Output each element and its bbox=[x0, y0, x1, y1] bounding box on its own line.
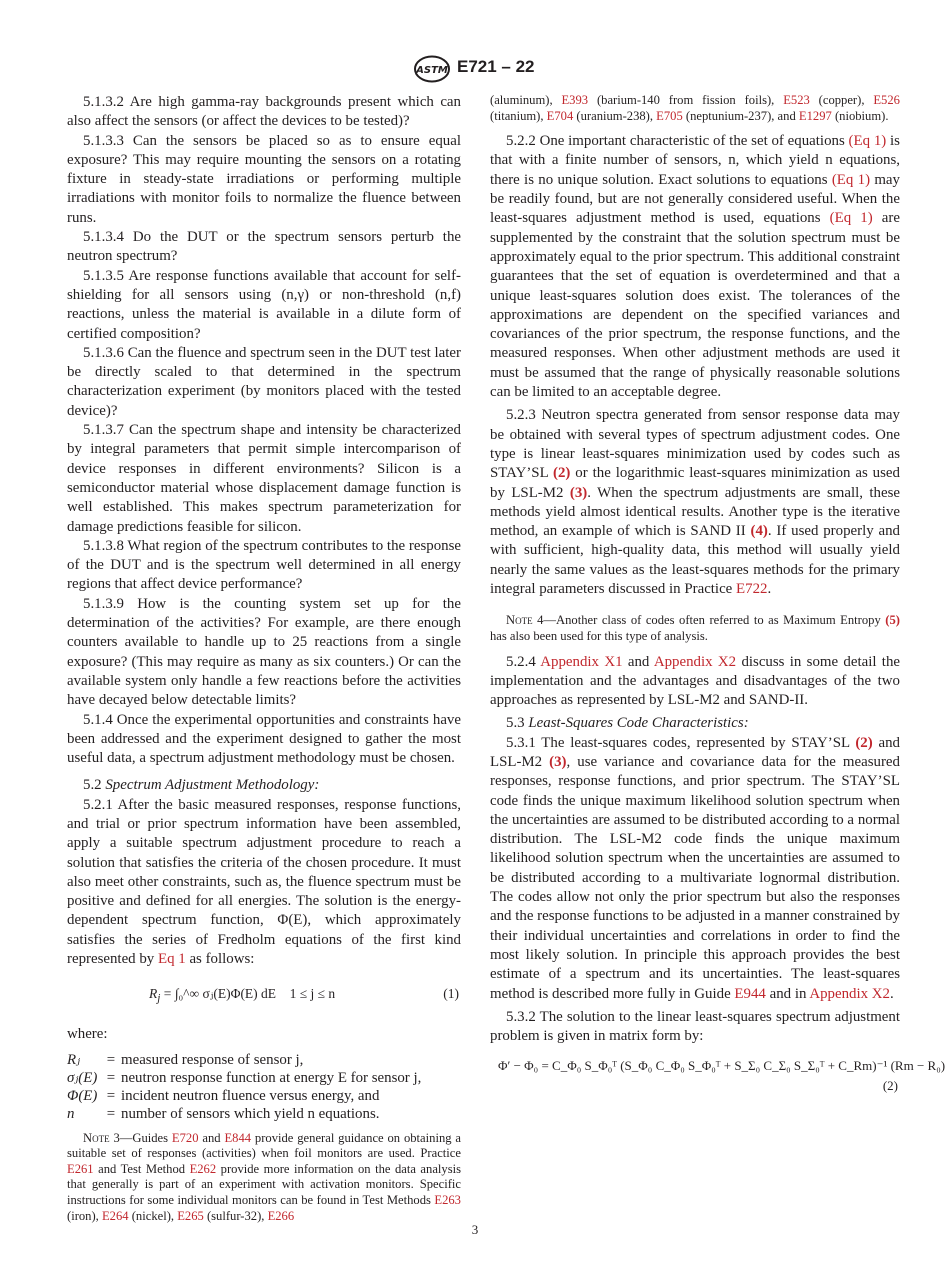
eq-1-link[interactable]: Eq 1 bbox=[157, 951, 186, 968]
paragraph-5-1-3-9: 5.1.3.9 How is the counting system set up for the determination of the activities? For example, are there enough counters available to handle up to 25 reactions from a single exposure? (This may require as many as six counters.) Or can the available system only handle a few reactions before the activities have decayed below detectable limits? bbox=[67, 595, 461, 709]
definition-text: measured response of sensor j, bbox=[121, 1051, 304, 1068]
appendix-link[interactable]: Appendix X2 bbox=[653, 653, 737, 670]
ref-link[interactable]: E1297 bbox=[798, 108, 832, 123]
ref-link[interactable]: E720 bbox=[171, 1130, 199, 1145]
paragraph-5-1-3-2: 5.1.3.2 Are high gamma-ray backgrounds present which can also affect the sensors (or affect the devices to be tested)? bbox=[67, 94, 461, 130]
equation-number: (1) bbox=[443, 986, 459, 1002]
ref-link[interactable]: E526 bbox=[873, 93, 900, 107]
appendix-link[interactable]: Appendix X1 bbox=[540, 653, 623, 670]
definition-symbol: Rⱼ bbox=[67, 1051, 81, 1068]
paragraph-5-2-3: 5.2.3 Neutron spectra generated from sensor response data may be obtained with several types of spectrum adjustment codes. One type is linear least-squares minimization used by codes such as STAY’SL (2) or the logarithmic least-squares minimization as used by LSL-M2 (3). When the spectrum adjustments are small, these methods yield almost identical results. Another type is the iterative method, an example of which is SAND II (4). If used properly and with sufficient, high-quality data, this method will usually yield nearly the same values as the least-squares methods for the primary integral parameters discussed in Practice E722. bbox=[490, 407, 900, 598]
definition-text: incident neutron fluence versus energy, and bbox=[121, 1087, 380, 1104]
astm-logo-icon bbox=[413, 55, 451, 83]
ref-link[interactable]: E266 bbox=[267, 1208, 295, 1223]
ref-link[interactable]: E944 bbox=[734, 985, 766, 1002]
ref-link[interactable]: E264 bbox=[101, 1208, 129, 1223]
citation-link[interactable]: (5) bbox=[885, 613, 900, 628]
ref-link[interactable]: E265 bbox=[177, 1208, 204, 1223]
page-header bbox=[0, 55, 950, 85]
ref-link[interactable]: E704 bbox=[546, 108, 574, 123]
paragraph-5-1-3-5: 5.1.3.5 Are response functions available that account for self-shielding for all sensors using (n,γ) or non-threshold (n,f) reactions, unless the material is available in a dilute form of certified composition? bbox=[67, 267, 461, 342]
ref-link[interactable]: E262 bbox=[189, 1161, 217, 1176]
equation-1: $R_j$ = ∫₀^∞ σⱼ(E)Φ(E) dE 1 ≤ j ≤ n (1) bbox=[149, 986, 459, 1006]
citation-link[interactable]: (3) bbox=[549, 753, 567, 770]
definition-text: neutron response function at energy E for sensor j, bbox=[121, 1069, 422, 1086]
paragraph-5-2-1: 5.2.1 After the basic measured responses, response functions, and trial or prior spectrum information have been assembled, apply a suitable spectrum adjustment procedure to reach a solution that satisfies the criteria of the chosen procedure. It must also meet other constraints, such as, the fluence spectrum must be positive and defined for all energies. The solution is the energy-dependent spectrum function, Φ(E), which approximately satisfies the series of Fredholm equations of the first kind represented by Eq 1 as follows: bbox=[67, 796, 461, 968]
paragraph-5-2-4: 5.2.4 Appendix X1 and Appendix X2 discuss in some detail the implementation and the advantages and disadvantages of the two approaches as represented by LSL-M2 and SAND-II. bbox=[490, 653, 900, 709]
equation-2: Φ′ − Φ₀ = C_Φ₀ S_Φ₀ᵀ (S_Φ₀ C_Φ₀ S_Φ₀ᵀ + S_Σ₀ C_Σ₀ S_Σ₀ᵀ + C_Rm)⁻¹ (Rm − R₀) (2) bbox=[490, 1054, 900, 1096]
citation-link[interactable]: (3) bbox=[569, 484, 588, 501]
section-heading-5-2: 5.2 Spectrum Adjustment Methodology: bbox=[83, 777, 320, 794]
paragraph-5-1-3-7: 5.1.3.7 Can the spectrum shape and intensity be characterized by integral parameters that permit simple intercomparison of device responses in different environments? Silicon is a semiconductor material whose displacement damage function is well established. This makes spectrum parameterization for damage predictions feasible for silicon. bbox=[67, 422, 461, 535]
definition-equals: = bbox=[106, 1051, 116, 1068]
paragraph-5-2-2: 5.2.2 One important characteristic of the set of equations (Eq 1) is that with a finite number of sensors, n, which yield n equations, there is no unique solution. Exact solutions to equations (Eq 1) may be readily found, but are not generally considered useful. When the least-squares adjustment method is used, equations (Eq 1) are supplemented by the constraint that the solution spectrum must be approximately equal to the prior spectrum. This additional constraint guarantees that the set of equation is overdetermined and that a unique least-squares solution does exist. The tolerances of the approximations are dependent on the specified variances and covariances of the prior spectrum, the response functions, and the measured responses. When other adjustment methods are used it must be assumed that the range of physically reasonable solutions can be limited to an acceptable degree. bbox=[490, 133, 900, 401]
note-3-continued: (aluminum), E393 (barium-140 from fission foils), E523 (copper), E526 (titanium), E704 (uranium-238), E705 (neptunium-237), and E1297 (niobium). bbox=[490, 93, 900, 123]
paragraph-5-3-1: 5.3.1 The least-squares codes, represented by STAY’SL (2) and LSL-M2 (3), use variance and covariance data for the measured responses, response functions, and prior spectrum. The STAY’SL code finds the unique maximum likelihood solution spectrum when the uncertainties are assumed to be distributed according to a normal distribution. The LSL-M2 code finds the unique maximum likelihood solution spectrum when the uncertainties are assumed to be distributed according to a multivariate lognormal distribution. The codes allow not only the prior spectrum but also the responses and the response functions to be adjusted in a manner constrained by their individual uncertainties and correlations in order to find the most likely solution. In principle this approach provides the best estimate of a spectrum and its uncertainties. The least-squares method is described more fully in Guide E944 and in Appendix X2. bbox=[490, 734, 900, 1002]
ref-link[interactable]: E523 bbox=[783, 93, 810, 107]
left-column bbox=[67, 93, 461, 1224]
page-number: 3 bbox=[471, 1222, 479, 1237]
definition-row bbox=[67, 1069, 461, 1087]
ref-link[interactable]: E722 bbox=[736, 581, 768, 598]
citation-link[interactable]: (4) bbox=[750, 523, 768, 540]
definition-row bbox=[67, 1105, 461, 1123]
paragraph-5-3-2: 5.3.2 The solution to the linear least-squares spectrum adjustment problem is given in matrix form by: bbox=[490, 1008, 900, 1045]
ref-link[interactable]: E844 bbox=[224, 1130, 252, 1145]
eq-1-link[interactable]: (Eq 1) bbox=[829, 210, 873, 227]
paragraph-5-1-3-8: 5.1.3.8 What region of the spectrum contributes to the response of the DUT and is the spectrum well determined in all energy regions that affect device performance? bbox=[67, 537, 461, 593]
citation-link[interactable]: (2) bbox=[855, 734, 873, 751]
definition-equals: = bbox=[106, 1105, 116, 1122]
right-column bbox=[490, 93, 946, 1096]
equation-number: (2) bbox=[882, 1078, 898, 1094]
paragraph-5-1-3-3: 5.1.3.3 Can the sensors be placed so as to ensure equal exposure? This may require mounting the sensors on a rotating fixture in steady-state irradiations or performing multiple irradiations with monitor foils to normalize the fluence between runs. bbox=[67, 132, 461, 226]
definition-symbol: σⱼ(E) bbox=[67, 1069, 98, 1086]
eq-1-link[interactable]: (Eq 1) bbox=[848, 133, 887, 150]
ref-link[interactable]: E705 bbox=[656, 108, 683, 123]
definition-symbol: Φ(E) bbox=[67, 1087, 98, 1104]
ref-link[interactable]: E261 bbox=[67, 1161, 94, 1176]
ref-link[interactable]: E263 bbox=[434, 1193, 461, 1208]
definition-row bbox=[67, 1051, 461, 1069]
note-4: Note 4—Another class of codes often referred to as Maximum Entropy (5) has also been used for this type of analysis. bbox=[490, 613, 900, 643]
section-heading-5-3: 5.3 Least-Squares Code Characteristics: bbox=[506, 715, 749, 732]
paragraph-5-1-3-6: 5.1.3.6 Can the fluence and spectrum seen in the DUT test later be directly scaled to that determined in the spectrum characterization experiment (by monitors placed with the tested device)? bbox=[67, 344, 461, 419]
where-label: where: bbox=[67, 1026, 108, 1043]
note-3: Note 3—Guides E720 and E844 provide general guidance on obtaining a suitable set of responses (activities) when foil monitors are used. Practice E261 and Test Method E262 provide more information on the data analysis that generally is part of an experiment with activation monitors. Specific instructions for some individual monitors can be found in Test Methods E263 (iron), E264 (nickel), E265 (sulfur-32), E266 bbox=[67, 1130, 462, 1223]
definition-symbol: n bbox=[67, 1105, 75, 1122]
paragraph-5-1-3-4: 5.1.3.4 Do the DUT or the spectrum sensors perturb the neutron spectrum? bbox=[67, 229, 461, 265]
definition-equals: = bbox=[106, 1087, 116, 1104]
citation-link[interactable]: (2) bbox=[553, 465, 571, 482]
definitions-list bbox=[67, 1051, 461, 1123]
eq-1-link[interactable]: (Eq 1) bbox=[831, 171, 871, 188]
ref-link[interactable]: E393 bbox=[561, 93, 589, 107]
definition-text: number of sensors which yield n equations. bbox=[121, 1105, 380, 1122]
svg-text:ASTM: ASTM bbox=[416, 65, 448, 76]
appendix-link[interactable]: Appendix X2 bbox=[809, 985, 890, 1002]
definition-row bbox=[67, 1087, 461, 1105]
document-designation: E721 – 22 bbox=[457, 57, 535, 76]
paragraph-5-1-4: 5.1.4 Once the experimental opportunities and constraints have been addressed and the experiment designed to gather the most useful data, a spectrum adjustment methodology must be chosen. bbox=[67, 711, 461, 767]
definition-equals: = bbox=[106, 1069, 116, 1086]
